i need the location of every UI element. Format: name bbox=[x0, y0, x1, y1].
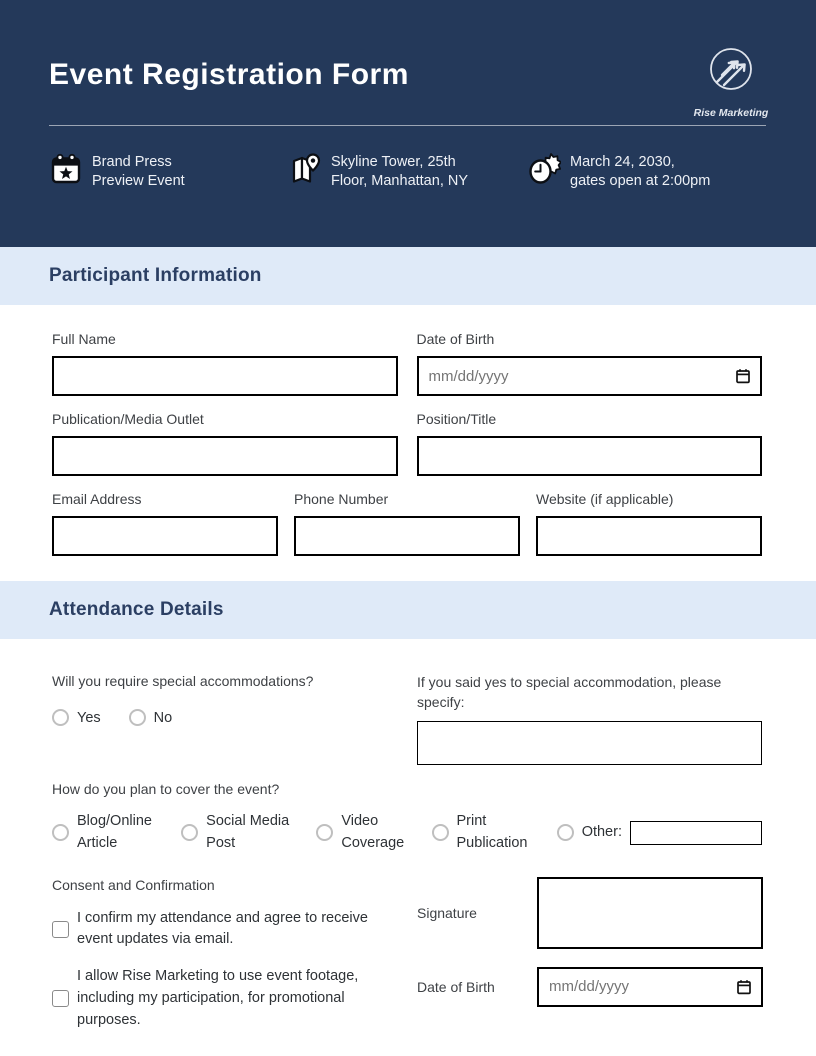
coverage-option-print[interactable] bbox=[432, 811, 539, 855]
signature-field[interactable] bbox=[537, 877, 763, 949]
accommodations-option-no[interactable] bbox=[129, 709, 173, 726]
email-field bbox=[52, 491, 278, 556]
position-input[interactable] bbox=[417, 436, 763, 476]
event-location-line1: Skyline Tower, 25th bbox=[331, 154, 456, 170]
coverage-other-radio[interactable] bbox=[557, 824, 574, 841]
coverage-blog-label: Blog/Online Article bbox=[77, 813, 152, 851]
coverage-question-block bbox=[52, 781, 762, 855]
consent-updates-text: I confirm my attendance and agree to receive event updates via email. bbox=[77, 909, 368, 948]
accommodations-no-radio[interactable] bbox=[129, 709, 146, 726]
coverage-question: How do you plan to cover the event? bbox=[52, 781, 280, 798]
position-label: Position/Title bbox=[416, 411, 497, 427]
accommodations-yes-radio[interactable] bbox=[52, 709, 69, 726]
coverage-print-radio[interactable] bbox=[432, 824, 449, 841]
rise-marketing-logo-icon bbox=[704, 44, 758, 98]
phone-input[interactable] bbox=[294, 516, 520, 556]
accommodations-option-yes[interactable] bbox=[52, 709, 101, 726]
signature-label: Signature bbox=[417, 904, 477, 921]
consent-footage-text: I allow Rise Marketing to use event footage, including my participation, for promotional purposes. bbox=[77, 968, 359, 1028]
event-time-line1: March 24, 2030, bbox=[570, 154, 675, 170]
coverage-print-label: Print Publication bbox=[456, 813, 528, 851]
coverage-option-other[interactable] bbox=[557, 821, 762, 845]
coverage-option-video[interactable] bbox=[316, 811, 413, 855]
coverage-video-radio[interactable] bbox=[316, 824, 333, 841]
position-field bbox=[417, 411, 763, 476]
publication-label: Publication/Media Outlet bbox=[52, 411, 204, 427]
event-location-item bbox=[288, 152, 527, 191]
attendance-section bbox=[0, 639, 816, 1031]
event-time-item bbox=[527, 152, 766, 191]
accommodations-question: Will you require special accommodations? bbox=[52, 673, 314, 689]
consent-title: Consent and Confirmation bbox=[52, 876, 215, 893]
section-header-participant-information bbox=[0, 247, 816, 305]
event-name-line2: Preview Event bbox=[92, 173, 185, 190]
signature-dob-input[interactable] bbox=[537, 967, 763, 1007]
phone-field bbox=[294, 491, 520, 556]
event-location-line2: Floor, Manhattan, NY bbox=[331, 173, 469, 190]
accommodations-yes-label: Yes bbox=[77, 709, 101, 726]
consent-item-footage[interactable] bbox=[52, 966, 404, 1031]
full-name-input[interactable] bbox=[52, 356, 398, 396]
accommodations-no-label: No bbox=[153, 709, 173, 726]
form-header bbox=[0, 0, 816, 247]
page-title: Event Registration Form bbox=[49, 58, 409, 91]
coverage-other-label: Other: bbox=[581, 824, 622, 841]
calendar-star-icon bbox=[49, 152, 83, 186]
email-label: Email Address bbox=[52, 491, 142, 507]
event-info-row bbox=[49, 152, 766, 191]
coverage-option-social[interactable] bbox=[181, 811, 298, 855]
signature-block bbox=[417, 877, 763, 1007]
event-name-line1: Brand Press bbox=[92, 154, 172, 170]
dob-field bbox=[417, 331, 763, 396]
publication-field bbox=[52, 411, 398, 476]
coverage-blog-radio[interactable] bbox=[52, 824, 69, 841]
event-name-item bbox=[49, 152, 288, 191]
consent-item-updates[interactable] bbox=[52, 908, 404, 952]
accommodations-question-block bbox=[52, 673, 397, 765]
consent-block bbox=[52, 877, 404, 1032]
coverage-other-input[interactable] bbox=[630, 821, 762, 845]
publication-input[interactable] bbox=[52, 436, 398, 476]
brand-name: Rise Marketing bbox=[693, 107, 769, 119]
participant-section bbox=[0, 305, 816, 556]
full-name-field bbox=[52, 331, 398, 396]
coverage-social-label: Social Media Post bbox=[206, 813, 290, 851]
header-divider bbox=[49, 125, 766, 126]
website-field bbox=[536, 491, 762, 556]
coverage-option-blog[interactable] bbox=[52, 811, 163, 855]
participant-section-title: Participant Information bbox=[49, 265, 262, 286]
brand-logo bbox=[692, 44, 770, 119]
email-input[interactable] bbox=[52, 516, 278, 556]
dob-label: Date of Birth bbox=[416, 331, 495, 347]
phone-label: Phone Number bbox=[294, 491, 389, 507]
website-input[interactable] bbox=[536, 516, 762, 556]
consent-footage-checkbox[interactable] bbox=[52, 990, 69, 1007]
attendance-section-title: Attendance Details bbox=[49, 599, 224, 620]
event-time-line2: gates open at 2:00pm bbox=[570, 173, 711, 190]
accommodations-specify-label: If you said yes to special accommodation, please specify: bbox=[417, 674, 722, 710]
dob-input[interactable] bbox=[417, 356, 763, 396]
map-pin-icon bbox=[288, 152, 322, 186]
date-picker-icon[interactable] bbox=[735, 368, 751, 384]
accommodations-specify-block bbox=[417, 673, 762, 765]
full-name-label: Full Name bbox=[52, 331, 116, 347]
section-header-attendance-details bbox=[0, 581, 816, 639]
signature-dob-label: Date of Birth bbox=[417, 978, 495, 995]
consent-updates-checkbox[interactable] bbox=[52, 921, 69, 938]
coverage-video-label: Video Coverage bbox=[341, 813, 405, 851]
coverage-social-radio[interactable] bbox=[181, 824, 198, 841]
accommodations-specify-input[interactable] bbox=[417, 721, 762, 765]
alarm-clock-icon bbox=[527, 152, 561, 186]
website-label: Website (if applicable) bbox=[536, 491, 674, 507]
date-picker-icon[interactable] bbox=[736, 979, 752, 995]
